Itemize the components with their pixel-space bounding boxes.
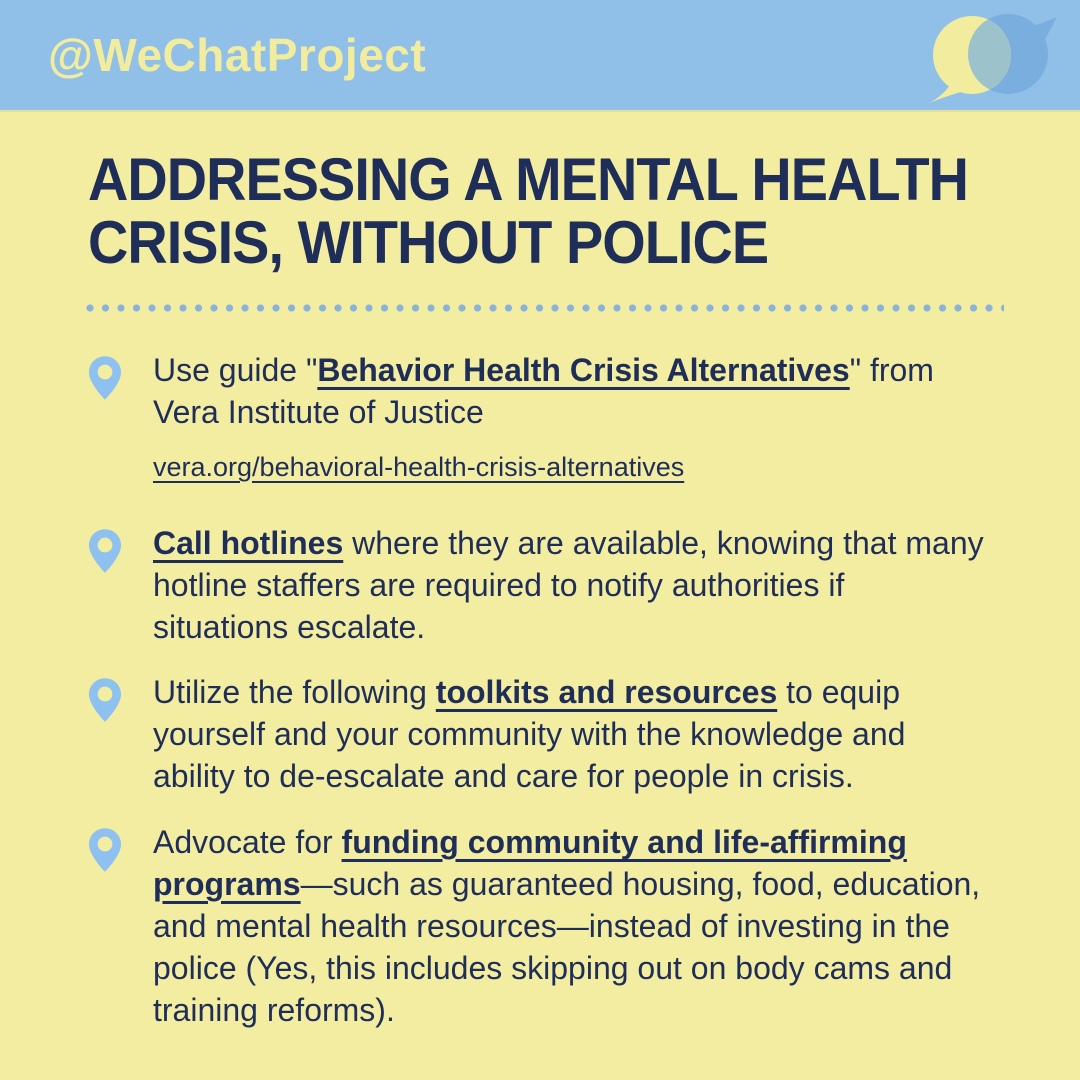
- page-title: [88, 146, 968, 276]
- text-segment: where they are available, knowing that many hotline staffers are required to notify authorities if situations escalate.: [153, 524, 984, 645]
- bullet-paragraph: [153, 822, 988, 1032]
- highlighted-phrase: toolkits and resources: [435, 674, 778, 711]
- text-segment: —such as guaranteed housing, food, education, and mental health resources—instead of investing in the police (Yes, this includes skipping out on body cams and training reforms).: [153, 866, 981, 1028]
- location-pin-icon: [88, 677, 122, 723]
- bullet-item-toolkits: [88, 672, 992, 798]
- content-area: [0, 110, 1080, 1032]
- bullet-item-guide: [88, 350, 992, 487]
- text-segment: Utilize the following: [153, 674, 436, 711]
- bullet-text-funding: [153, 822, 988, 1032]
- bullet-paragraph: [153, 350, 988, 434]
- text-segment: Use guide ": [153, 352, 318, 388]
- highlighted-phrase: Behavior Health Crisis Alternatives: [317, 352, 850, 388]
- bullet-text-toolkits: [153, 672, 988, 798]
- text-segment: to equip yourself and your community with the knowledge and ability to de-escalate and care for people in crisis.: [153, 674, 906, 795]
- title-line-1: ADDRESSING A MENTAL HEALTH: [88, 146, 968, 213]
- bullet-item-hotlines: [88, 523, 992, 649]
- location-pin-icon: [88, 355, 122, 401]
- bullet-paragraph: [153, 672, 988, 798]
- bullet-paragraph: [153, 523, 988, 649]
- text-segment: " from Vera Institute of Justice: [153, 352, 934, 430]
- text-segment: Advocate for: [153, 824, 342, 861]
- header-bar: [0, 0, 1080, 110]
- title-line-2: CRISIS, WITHOUT POLICE: [88, 209, 769, 276]
- speech-bubbles-logo: [920, 5, 1060, 105]
- highlighted-phrase: Call hotlines: [153, 524, 344, 561]
- location-pin-icon: [88, 528, 122, 574]
- dotted-divider: [86, 304, 1004, 312]
- bullet-text-hotlines: [153, 523, 988, 649]
- location-pin-icon: [88, 827, 122, 873]
- bullet-item-funding: [88, 822, 992, 1032]
- vera-url-link[interactable]: vera.org/behavioral-health-crisis-alternatives: [153, 451, 685, 482]
- account-handle: @WeChatProject: [48, 29, 427, 81]
- highlighted-phrase: funding community and life-affirming programs: [153, 824, 907, 903]
- bullet-text-guide: [153, 350, 988, 487]
